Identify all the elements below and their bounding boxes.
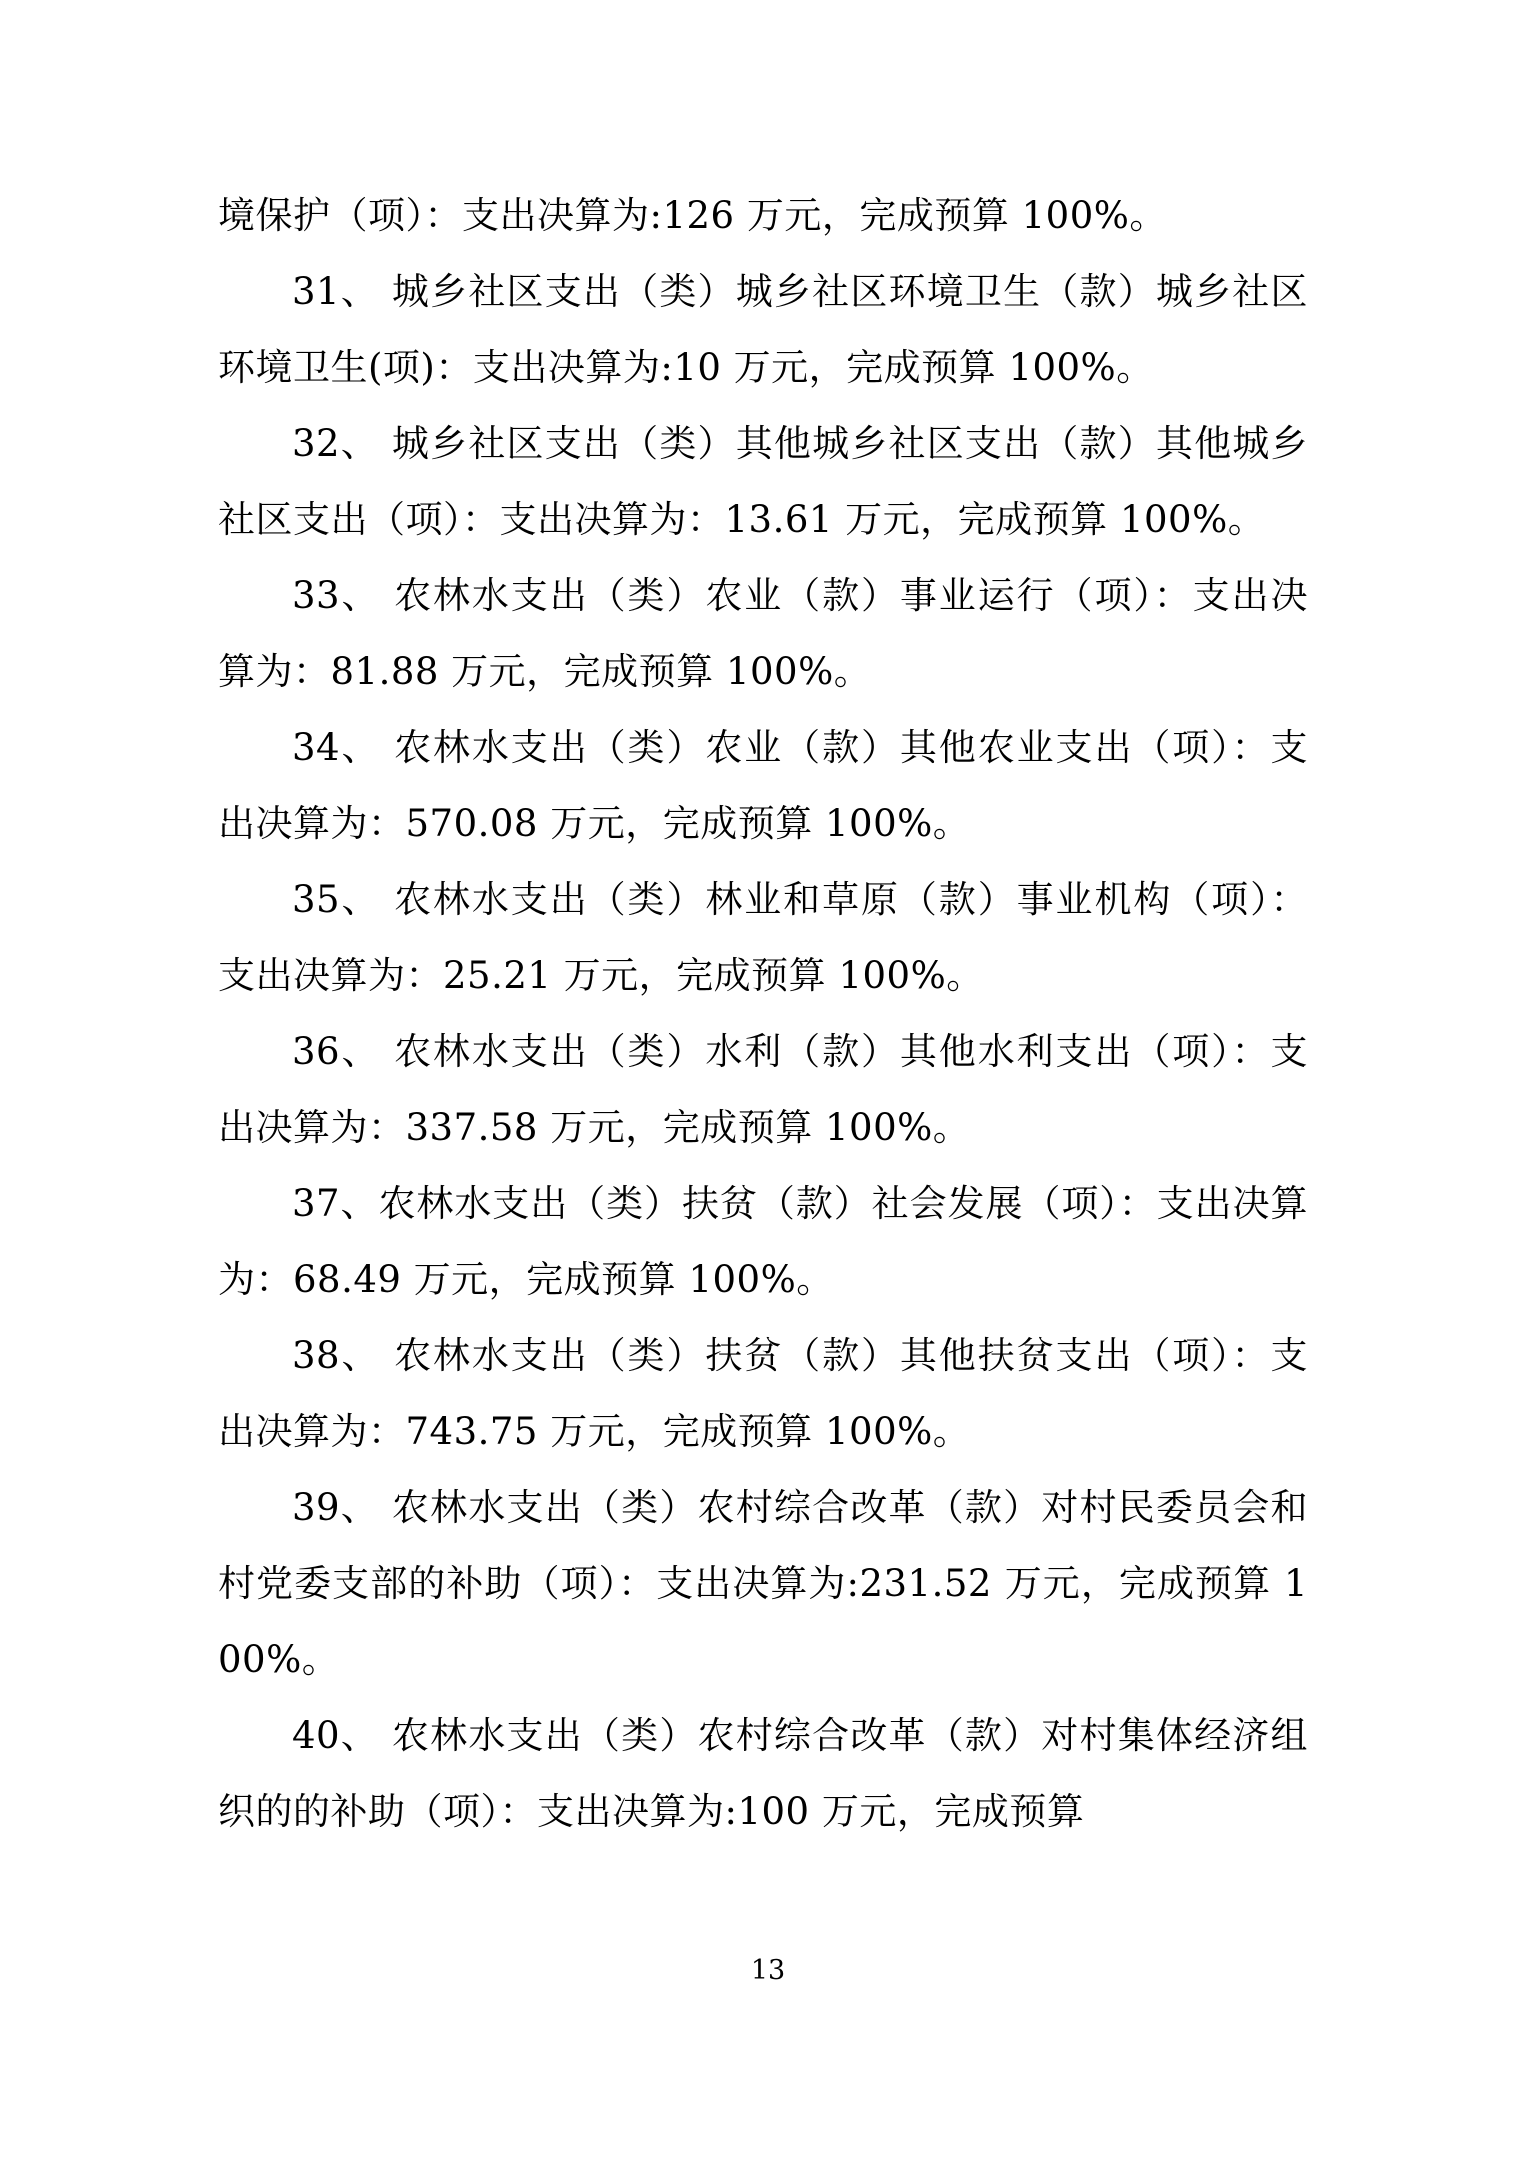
- paragraph: 38、 农林水支出（类）扶贫（款）其他扶贫支出（项）：支出决算为：743.75 万元，完成预算 100%。: [218, 1334, 1308, 1453]
- paragraph: 境保护（项）：支出决算为:126 万元，完成预算 100%。: [218, 194, 1167, 237]
- paragraph: 33、 农林水支出（类）农业（款）事业运行（项）：支出决算为：81.88 万元，完成预算 100%。: [218, 574, 1308, 693]
- paragraph: 36、 农林水支出（类）水利（款）其他水利支出（项）：支出决算为：337.58 万元，完成预算 100%。: [218, 1030, 1308, 1149]
- paragraph: 32、 城乡社区支出（类）其他城乡社区支出（款）其他城乡社区支出（项）：支出决算为：13.61 万元，完成预算 100%。: [218, 422, 1308, 541]
- paragraph: 31、 城乡社区支出（类）城乡社区环境卫生（款）城乡社区环境卫生(项)：支出决算为:10 万元，完成预算 100%。: [218, 270, 1308, 389]
- paragraph: 37、农林水支出（类）扶贫（款）社会发展（项）：支出决算为：68.49 万元，完成预算 100%。: [218, 1182, 1308, 1301]
- paragraph: 40、 农林水支出（类）农村综合改革（款）对村集体经济组织的的补助（项）：支出决算为:100 万元，完成预算: [218, 1714, 1308, 1833]
- paragraph: 39、 农林水支出（类）农村综合改革（款）对村民委员会和村党委支部的补助（项）：支出决算为:231.52 万元，完成预算 100%。: [218, 1486, 1308, 1681]
- paragraph: 34、 农林水支出（类）农业（款）其他农业支出（项）：支出决算为：570.08 万元，完成预算 100%。: [218, 726, 1308, 845]
- page-body: [218, 178, 1308, 1850]
- paragraph: 35、 农林水支出（类）林业和草原（款）事业机构（项）：支出决算为：25.21 万元，完成预算 100%。: [218, 878, 1308, 997]
- page-number: 13: [750, 1955, 786, 1986]
